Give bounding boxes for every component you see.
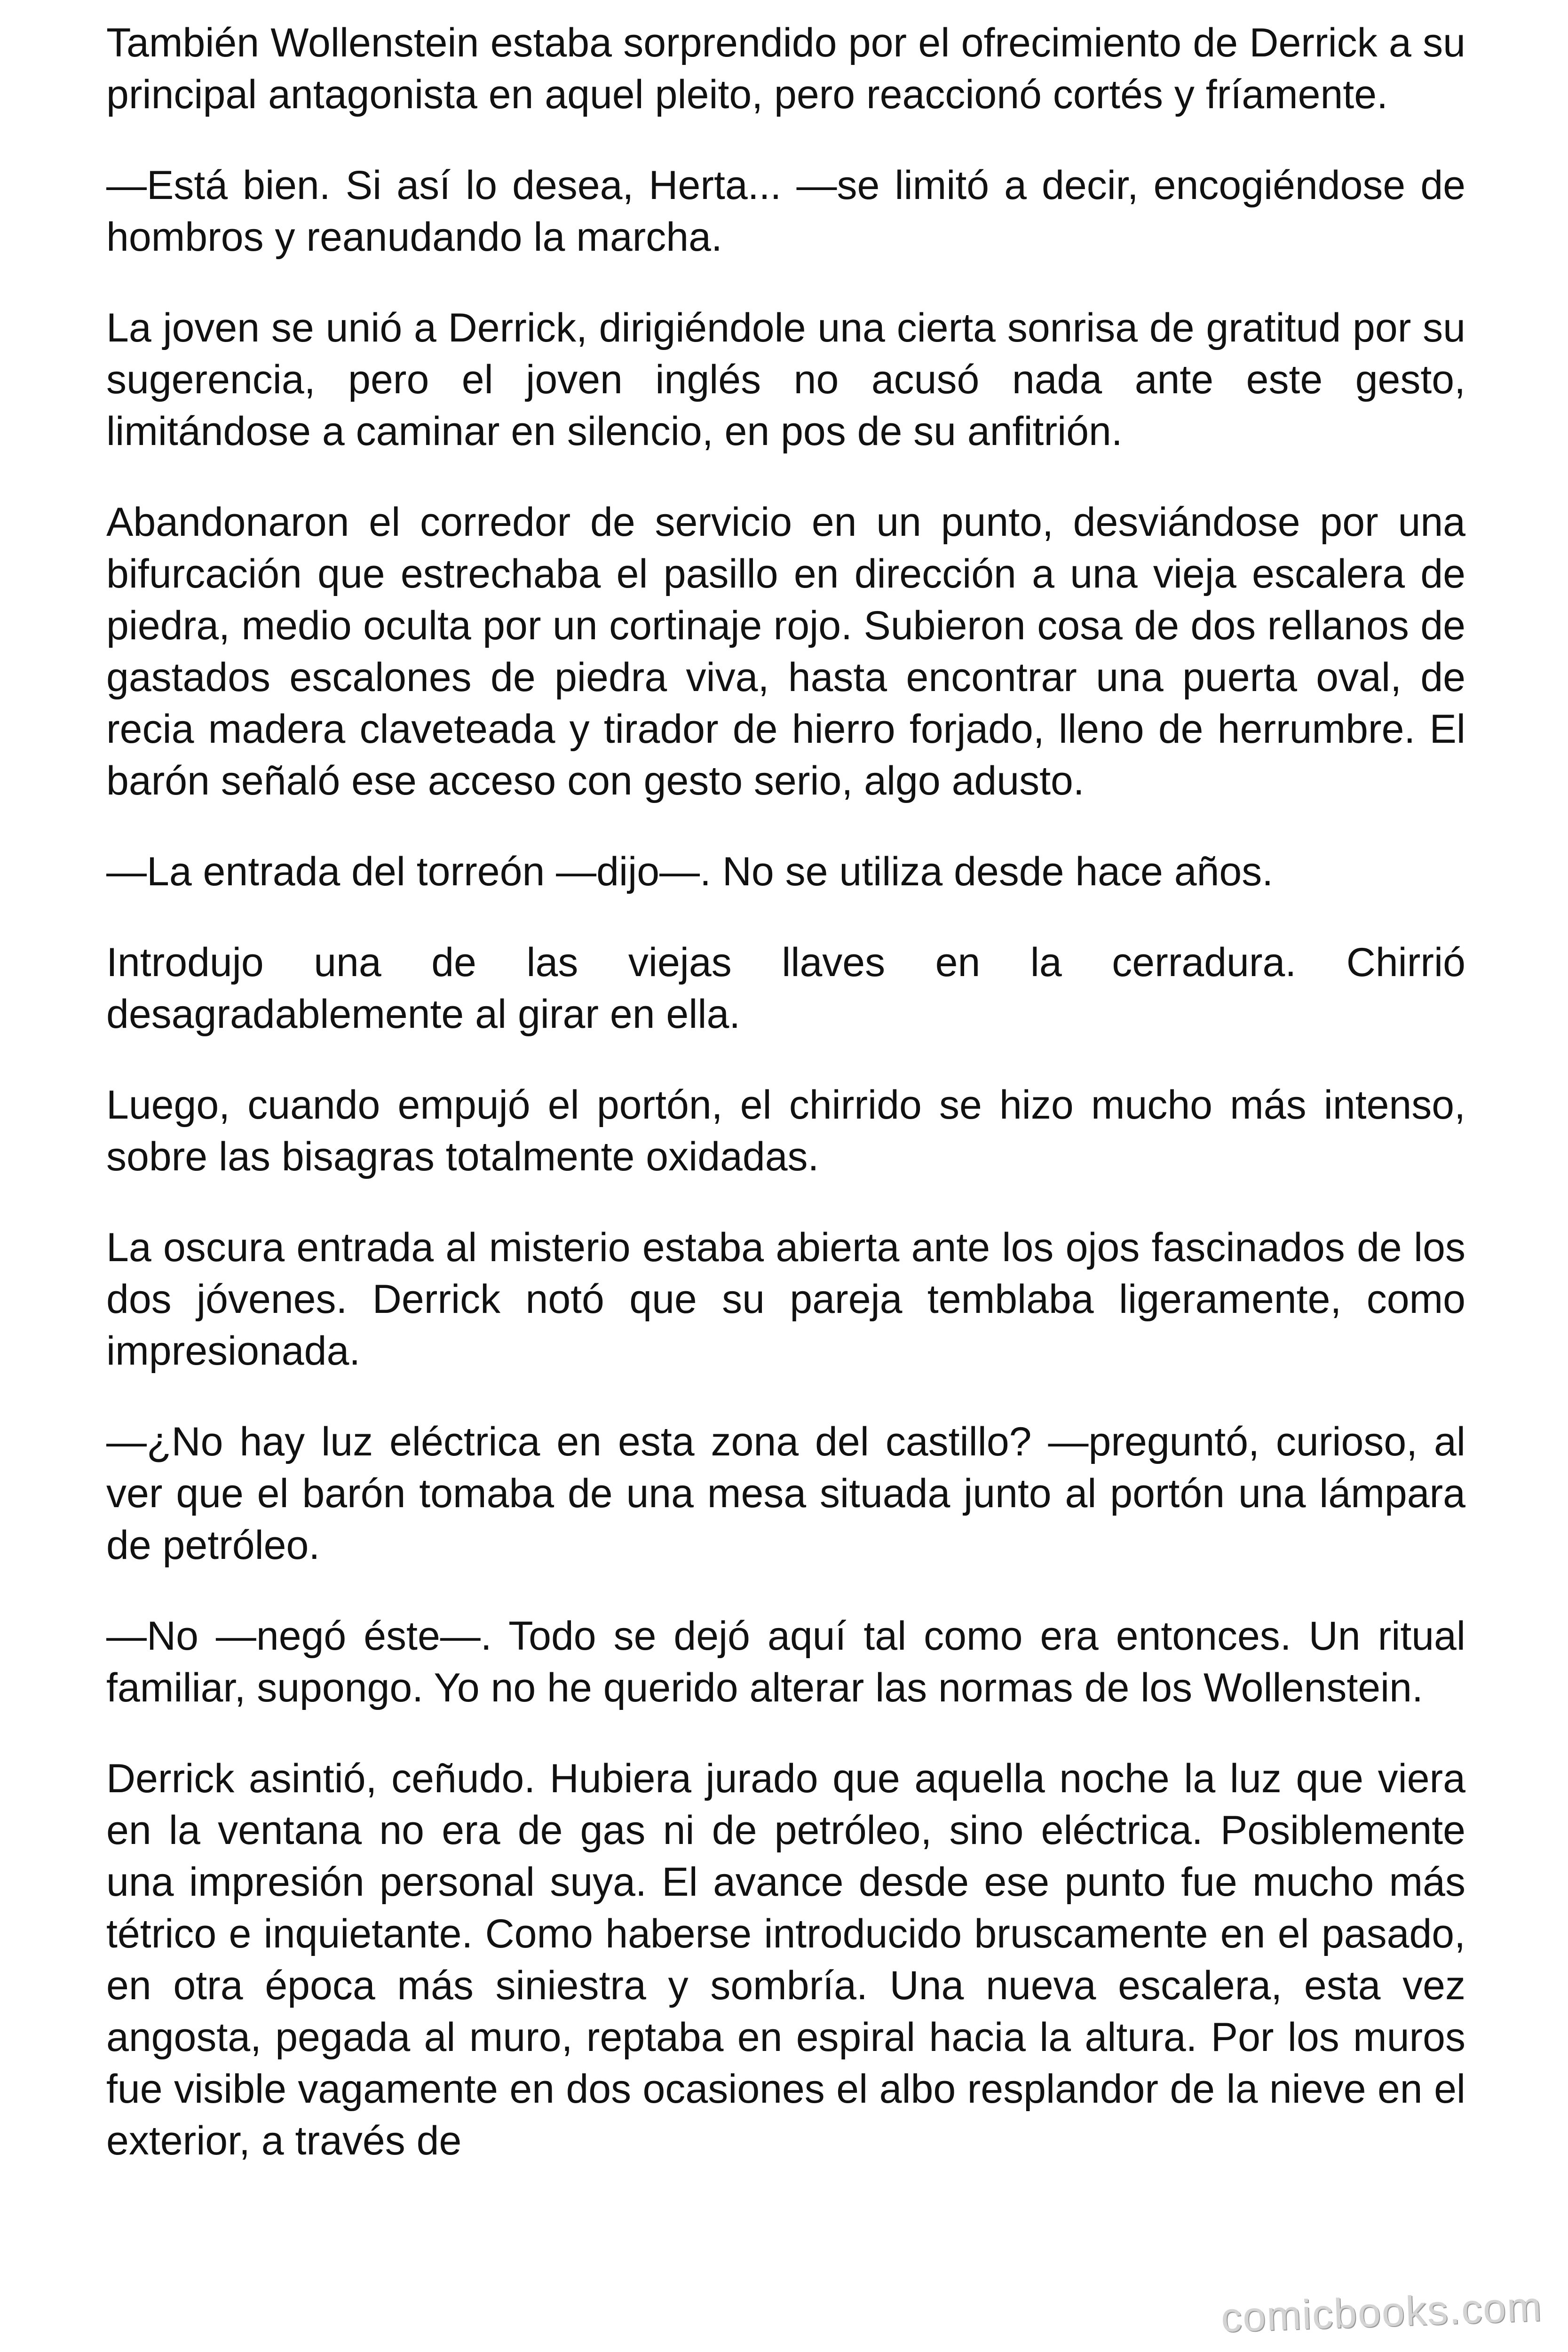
- watermark-logo: comicbooks.com: [1220, 2283, 1543, 2341]
- paragraph-2: —Está bien. Si así lo desea, Herta... —se limitó a decir, encogiéndose de hombros y reanudando la marcha.: [106, 163, 1465, 260]
- paragraph-11: Derrick asintió, ceñudo. Hubiera jurado que aquella noche la luz que viera en la ventana no era de gas ni de petróleo, sino eléctrica. Posiblemente una impresión personal suya. El avance desde ese punto fue mucho más tétrico e inquietante. Como haberse introducido bruscamente en el pasado, en otra época más siniestra y sombría. Una nueva escalera, esta vez angosta, pegada al muro, reptaba en espiral hacia la altura. Por los muros fue visible vagamente en dos ocasiones el albo resplandor de la nieve en el exterior, a través de: [106, 1756, 1465, 2163]
- paragraph-7: Luego, cuando empujó el portón, el chirrido se hizo mucho más intenso, sobre las bisagras totalmente oxidadas.: [106, 1082, 1465, 1179]
- paragraph-8: La oscura entrada al misterio estaba abierta ante los ojos fascinados de los dos jóvenes. Derrick notó que su pareja temblaba ligeramente, como impresionada.: [106, 1225, 1465, 1374]
- paragraph-3: La joven se unió a Derrick, dirigiéndole una cierta sonrisa de gratitud por su sugerencia, pero el joven inglés no acusó nada ante este gesto, limitándose a caminar en silencio, en pos de su anfitrión.: [106, 305, 1465, 454]
- paragraph-9: —¿No hay luz eléctrica en esta zona del castillo? —preguntó, curioso, al ver que el barón tomaba de una mesa situada junto al portón una lámpara de petróleo.: [106, 1419, 1465, 1568]
- book-page-text: [106, 17, 1465, 2167]
- paragraph-5: —La entrada del torreón —dijo—. No se utiliza desde hace años.: [106, 849, 1274, 894]
- paragraph-1: También Wollenstein estaba sorprendido por el ofrecimiento de Derrick a su principal antagonista en aquel pleito, pero reaccionó cortés y fríamente.: [106, 20, 1465, 117]
- paragraph-6: Introdujo una de las viejas llaves en la cerradura. Chirrió desagradablemente al girar en ella.: [106, 940, 1465, 1037]
- paragraph-4: Abandonaron el corredor de servicio en un punto, desviándose por una bifurcación que estrechaba el pasillo en dirección a una vieja escalera de piedra, medio oculta por un cortinaje rojo. Subieron cosa de dos rellanos de gastados escalones de piedra viva, hasta encontrar una puerta oval, de recia madera claveteada y tirador de hierro forjado, lleno de herrumbre. El barón señaló ese acceso con gesto serio, algo adusto.: [106, 500, 1465, 803]
- paragraph-10: —No —negó éste—. Todo se dejó aquí tal como era entonces. Un ritual familiar, supongo. Yo no he querido alterar las normas de los Wollenstein.: [106, 1613, 1465, 1710]
